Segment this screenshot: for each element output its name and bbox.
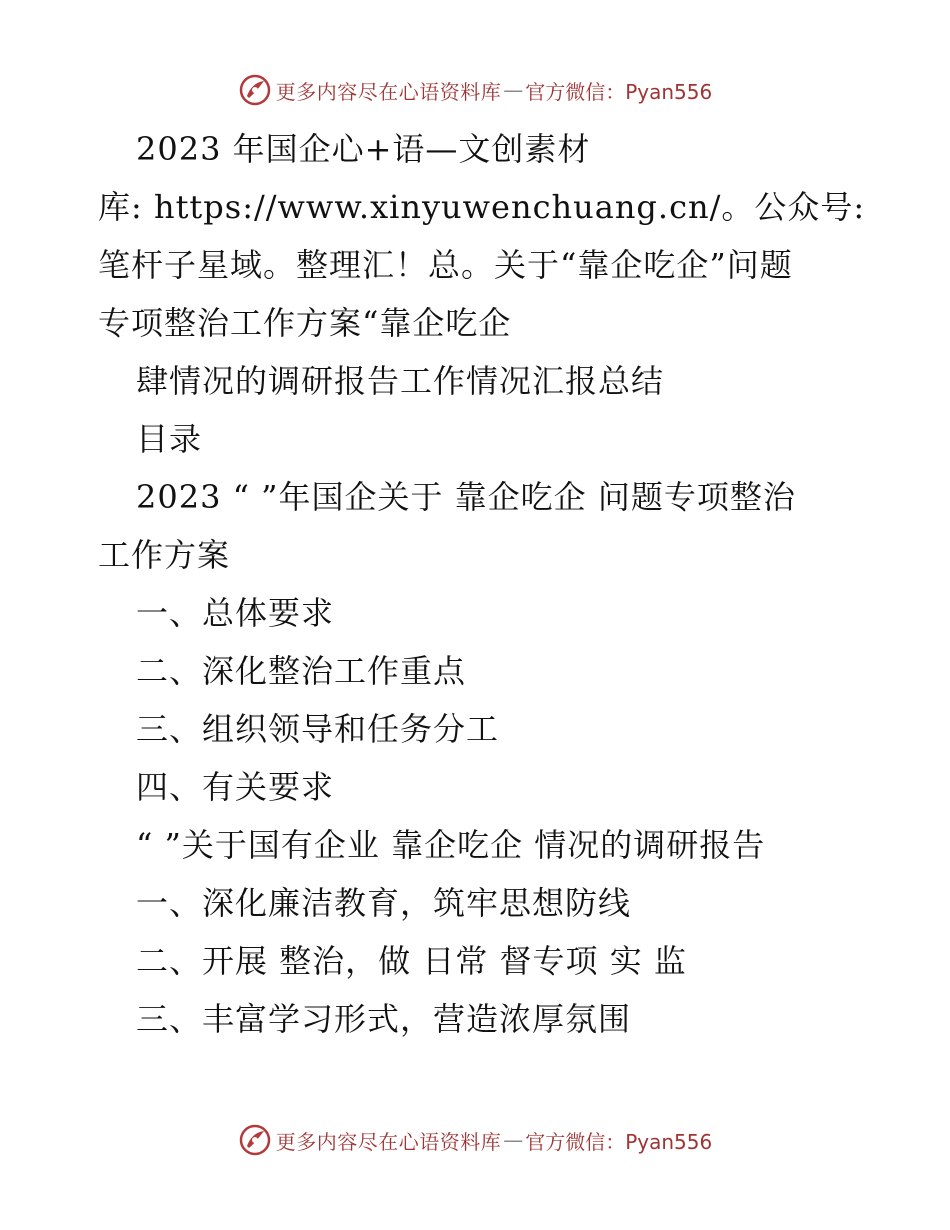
toc-item-plan-title-cont: 工作方案 xyxy=(98,536,231,574)
footer-watermark-banner xyxy=(0,1120,950,1160)
toc-item-1: 一、总体要求 xyxy=(136,594,335,632)
banner-text: 更多内容尽在心语资料库 xyxy=(275,1129,502,1154)
banner-contact: 官方微信：Pyan556 xyxy=(525,1129,713,1154)
toc-heading: 目录 xyxy=(136,420,203,458)
toc-item-7: 三、丰富学习形式，营造浓厚氛围 xyxy=(136,1000,632,1038)
banner-contact: 官方微信：Pyan556 xyxy=(525,79,713,104)
toc-item-5: 一、深化廉洁教育，筑牢思想防线 xyxy=(136,884,632,922)
doc-line-title-5: 肆情况的调研报告工作情况汇报总结 xyxy=(136,362,665,400)
header-watermark-banner xyxy=(0,70,950,110)
doc-line-title-4: 专项整治工作方案“靠企吃企 xyxy=(98,304,512,342)
toc-item-plan-title: 2023 “ ”年国企关于 靠企吃企 问题专项整治 xyxy=(136,478,796,516)
brand-logo-icon xyxy=(238,1123,272,1157)
document-body xyxy=(98,120,866,1048)
toc-item-4: 四、有关要求 xyxy=(136,768,335,806)
toc-item-2: 二、深化整治工作重点 xyxy=(136,652,467,690)
banner-dash: — xyxy=(503,78,524,102)
doc-line-title-3: 笔杆子星域。整理汇！总。关于“靠企吃企”问题 xyxy=(98,246,793,284)
brand-logo-icon xyxy=(238,73,272,107)
toc-item-6: 二、开展 整治，做 日常 督专项 实 监 xyxy=(136,942,687,980)
banner-text: 更多内容尽在心语资料库 xyxy=(275,79,502,104)
doc-line-title-2: 库: https://www.xinyuwenchuang.cn/。公众号: xyxy=(98,188,866,226)
toc-item-3: 三、组织领导和任务分工 xyxy=(136,710,500,748)
toc-item-report-title: “ ”关于国有企业 靠企吃企 情况的调研报告 xyxy=(136,826,766,864)
banner-dash: — xyxy=(503,1128,524,1152)
doc-line-title-1: 2023 年国企心+语—文创素材 xyxy=(136,130,591,168)
